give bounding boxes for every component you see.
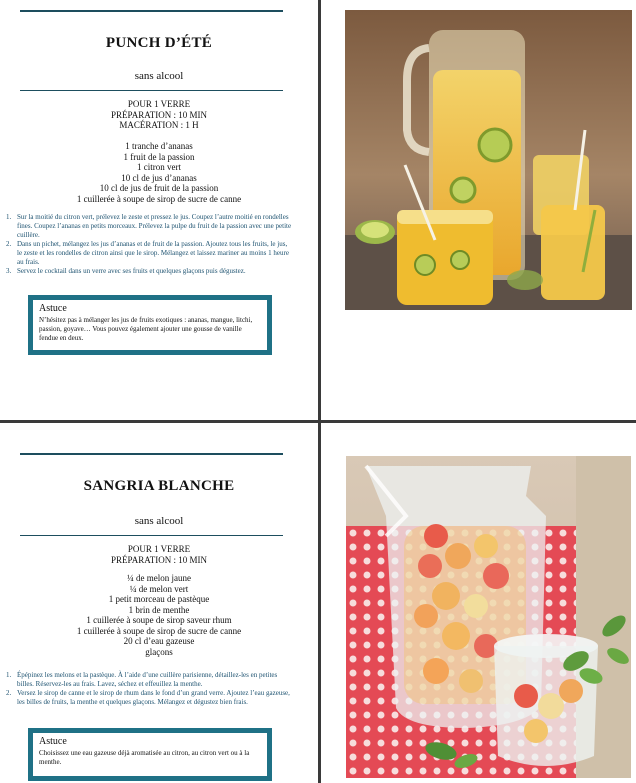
ingredient-item: 1 fruit de la passion <box>123 151 195 162</box>
recipe-panel-punch <box>0 0 318 420</box>
photo-panel-punch <box>321 0 636 420</box>
tip-box <box>28 295 272 355</box>
ingredient-list <box>0 573 318 657</box>
recipe-subtitle: sans alcool <box>134 515 184 527</box>
step-item <box>4 240 292 267</box>
ingredient-item: ¼ de melon vert <box>129 583 189 594</box>
recipe-meta <box>0 544 318 565</box>
ingredient-item: 1 tranche d’ananas <box>125 141 193 151</box>
step-item <box>4 213 292 240</box>
photo-panel-sangria <box>321 423 636 783</box>
recipe-title: SANGRIA BLANCHE <box>83 478 235 494</box>
prep-time-text: PRÉPARATION : 10 MIN <box>111 554 207 565</box>
tip-box <box>28 728 272 781</box>
recipe-panel-sangria <box>0 423 318 783</box>
ingredient-item: glaçons <box>145 646 173 657</box>
recipe-title: PUNCH D’ÉTÉ <box>105 35 213 51</box>
step-text: Dans un pichet, mélangez les jus d’ananas et de fruit de la passion. Ajoutez tous les fruits, le jus, le zeste et les rondelles de citron ainsi que le sirop. Mélangez et laissez mariner au moins 1 heure au frais. <box>17 240 289 266</box>
sangria-photo <box>346 456 631 778</box>
ingredient-item: 10 cl de jus d’ananas <box>121 172 197 183</box>
tip-text: Choisissez une eau gazeuse déjà aromatisée au citron, au citron vert ou à la menthe. <box>39 749 250 766</box>
subtitle-rule <box>20 90 283 91</box>
ingredient-item: 1 cuillerée à soupe de sirop de sucre de canne <box>76 625 242 636</box>
prep-time-text: PRÉPARATION : 10 MIN <box>111 109 207 120</box>
tip-title: Astuce <box>39 303 67 314</box>
vertical-divider <box>318 0 321 783</box>
step-text: Épépinez les melons et la pastèque. À l’aide d’une cuillère parisienne, détaillez-les en petites billes. Réservez-les au frais. Lavez, séchez et effeuillez la menthe. <box>17 671 278 688</box>
tip-text: N’hésitez pas à mélanger les jus de fruits exotiques : ananas, mangue, litchi, passion, goyave… Vous pouvez également ajouter une gousse de vanille fendue en deux. <box>39 316 253 342</box>
step-list <box>4 213 292 276</box>
ingredient-item: 1 petit morceau de pastèque <box>108 594 210 604</box>
step-text: Sur la moitié du citron vert, prélevez le zeste et pressez le jus. Coupez l’autre moitié en rondelles fines. Coupez l’ananas en petits morceaux. Prélevez la pulpe du fruit de la passion avec une petite cuillère. <box>17 213 292 239</box>
step-list <box>4 671 292 707</box>
ingredient-item: 1 cuillerée à soupe de sirop saveur rhum <box>86 615 232 625</box>
ingredient-item: 10 cl de jus de fruit de la passion <box>99 183 219 193</box>
ingredient-list <box>0 141 318 204</box>
step-number: 3. <box>6 267 12 275</box>
step-item <box>4 267 292 276</box>
step-number: 1. <box>6 213 12 221</box>
punch-photo <box>345 10 632 310</box>
top-rule <box>20 453 283 455</box>
subtitle-rule <box>20 535 283 536</box>
tip-title: Astuce <box>39 736 67 747</box>
recipe-meta <box>0 99 318 131</box>
servings-text: POUR 1 VERRE <box>127 544 191 554</box>
step-text: Versez le sirop de canne et le sirop de rhum dans le fond d’un grand verre. Ajoutez l’eau gazeuse, les billes de fruits, la menthe et quelques glaçons. Mélangez et dégustez bien frais. <box>17 689 290 706</box>
step-number: 2. <box>6 240 12 248</box>
horizontal-divider <box>0 420 636 423</box>
step-number: 2. <box>6 689 12 697</box>
step-number: 1. <box>6 671 12 679</box>
step-item <box>4 671 292 689</box>
top-rule <box>20 10 283 12</box>
ingredient-item: 1 cuillerée à soupe de sirop de sucre de canne <box>76 193 242 204</box>
servings-text: POUR 1 VERRE <box>127 99 191 109</box>
ingredient-item: 20 cl d’eau gazeuse <box>123 636 195 646</box>
marinade-time-text: MACÉRATION : 1 H <box>119 120 199 130</box>
recipe-subtitle: sans alcool <box>134 70 184 82</box>
ingredient-item: ¼ de melon jaune <box>127 573 191 583</box>
step-text: Servez le cocktail dans un verre avec ses fruits et quelques glaçons puis dégustez. <box>17 267 246 275</box>
ingredient-item: 1 citron vert <box>137 162 181 172</box>
step-item <box>4 689 292 707</box>
ingredient-item: 1 brin de menthe <box>128 604 190 615</box>
